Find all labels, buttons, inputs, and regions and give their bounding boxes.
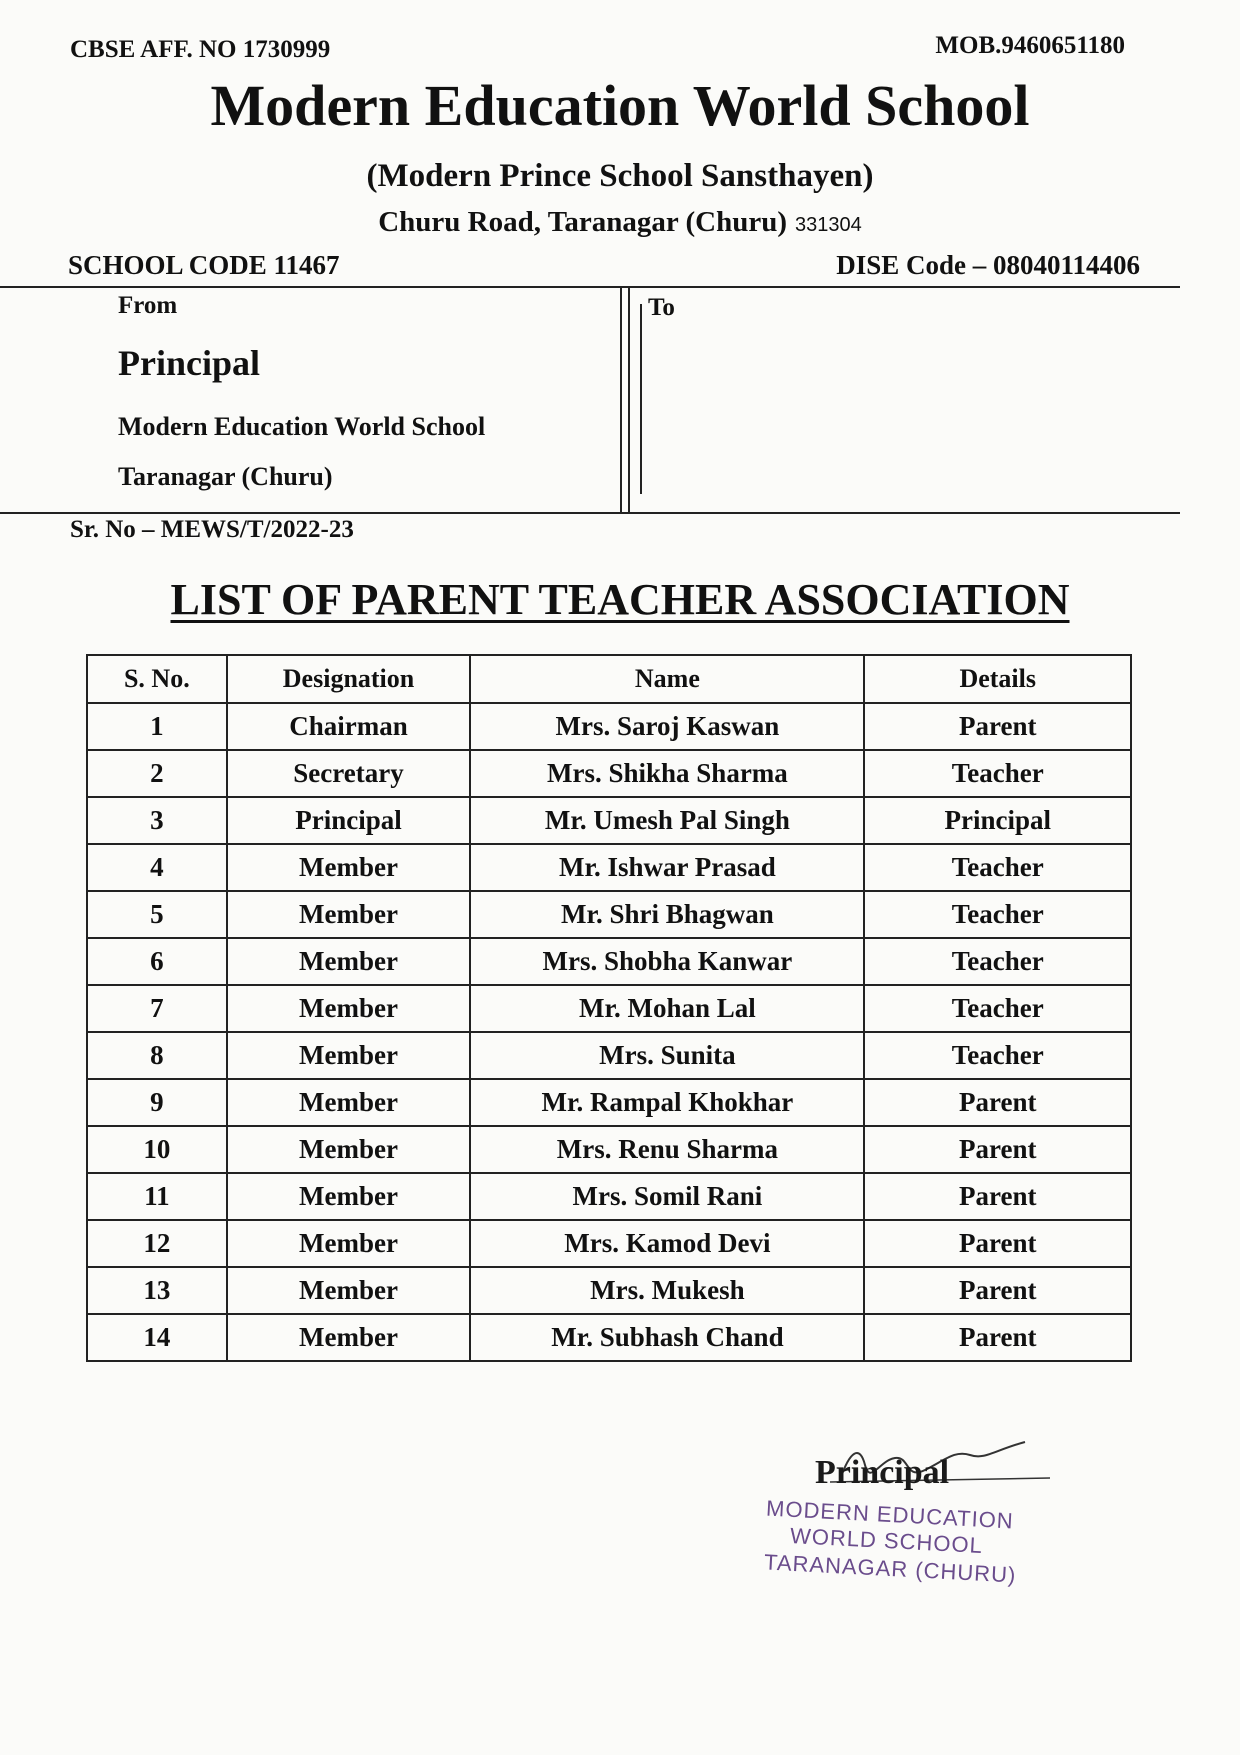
school-address: [0, 206, 1240, 239]
cell-sno: 6: [87, 938, 227, 985]
cell-name: Mrs. Saroj Kaswan: [470, 703, 864, 750]
cell-sno: 12: [87, 1220, 227, 1267]
cell-details: Parent: [864, 1173, 1131, 1220]
table-row: [87, 1079, 1131, 1126]
cell-details: Teacher: [864, 750, 1131, 797]
cell-designation: Principal: [227, 797, 471, 844]
table-header-row: [87, 655, 1131, 703]
cell-name: Mrs. Shobha Kanwar: [470, 938, 864, 985]
cell-details: Parent: [864, 1314, 1131, 1361]
cell-details: Parent: [864, 1126, 1131, 1173]
cell-details: Parent: [864, 1267, 1131, 1314]
cell-designation: Member: [227, 891, 471, 938]
mobile-number: MOB.9460651180: [935, 32, 1125, 59]
cell-name: Mrs. Shikha Sharma: [470, 750, 864, 797]
header-designation: Designation: [227, 655, 471, 703]
header-name: Name: [470, 655, 864, 703]
pta-table: [86, 654, 1132, 1362]
cell-details: Teacher: [864, 891, 1131, 938]
table-row: [87, 750, 1131, 797]
cell-details: Parent: [864, 703, 1131, 750]
stamp-line1: MODERN EDUCATION: [765, 1495, 1015, 1534]
table-row: [87, 797, 1131, 844]
cell-designation: Member: [227, 985, 471, 1032]
to-label: To: [648, 294, 675, 321]
cell-designation: Member: [227, 1173, 471, 1220]
cell-sno: 11: [87, 1173, 227, 1220]
principal-stamp: [760, 1420, 1060, 1588]
school-code: SCHOOL CODE 11467: [68, 250, 340, 280]
cell-details: Parent: [864, 1220, 1131, 1267]
table-row: [87, 891, 1131, 938]
table-row: [87, 985, 1131, 1032]
cell-sno: 5: [87, 891, 227, 938]
cell-name: Mrs. Kamod Devi: [470, 1220, 864, 1267]
cell-name: Mr. Shri Bhagwan: [470, 891, 864, 938]
cell-sno: 1: [87, 703, 227, 750]
cell-details: Principal: [864, 797, 1131, 844]
cell-name: Mrs. Mukesh: [470, 1267, 864, 1314]
cell-sno: 8: [87, 1032, 227, 1079]
document-title: LIST OF PARENT TEACHER ASSOCIATION: [170, 575, 1070, 624]
cell-designation: Member: [227, 1126, 471, 1173]
cell-details: Teacher: [864, 844, 1131, 891]
cell-sno: 10: [87, 1126, 227, 1173]
cell-name: Mr. Subhash Chand: [470, 1314, 864, 1361]
stamp-line2: WORLD SCHOOL: [789, 1522, 984, 1559]
table-row: [87, 938, 1131, 985]
cell-designation: Member: [227, 1267, 471, 1314]
cell-designation: Member: [227, 1314, 471, 1361]
cell-designation: Member: [227, 844, 471, 891]
table-row: [87, 1220, 1131, 1267]
from-label: From: [118, 292, 178, 319]
cell-sno: 9: [87, 1079, 227, 1126]
cell-details: Parent: [864, 1079, 1131, 1126]
cell-designation: Member: [227, 1220, 471, 1267]
table-row: [87, 1267, 1131, 1314]
cell-name: Mrs. Renu Sharma: [470, 1126, 864, 1173]
cell-designation: Member: [227, 1032, 471, 1079]
cell-details: Teacher: [864, 938, 1131, 985]
cell-name: Mrs. Sunita: [470, 1032, 864, 1079]
divider-top: [0, 286, 1180, 288]
cell-name: Mr. Mohan Lal: [470, 985, 864, 1032]
serial-number: Sr. No – MEWS/T/2022-23: [70, 516, 354, 543]
cbse-affiliation: CBSE AFF. NO 1730999: [70, 36, 331, 63]
table-row: [87, 1173, 1131, 1220]
cell-details: Teacher: [864, 985, 1131, 1032]
cell-sno: 2: [87, 750, 227, 797]
cell-name: Mr. Ishwar Prasad: [470, 844, 864, 891]
from-place: Taranagar (Churu): [118, 462, 333, 491]
table-row: [87, 703, 1131, 750]
cell-sno: 13: [87, 1267, 227, 1314]
cell-designation: Chairman: [227, 703, 471, 750]
cell-sno: 4: [87, 844, 227, 891]
table-row: [87, 1314, 1131, 1361]
header-details: Details: [864, 655, 1131, 703]
divider-bottom: [0, 512, 1180, 514]
cell-name: Mrs. Somil Rani: [470, 1173, 864, 1220]
stamp-title: Principal: [815, 1454, 950, 1491]
address-text: Churu Road, Taranagar (Churu): [378, 206, 788, 238]
dise-code: DISE Code – 08040114406: [836, 250, 1140, 280]
school-name: Modern Education World School: [210, 73, 1030, 138]
column-divider: [620, 288, 622, 512]
cell-designation: Member: [227, 938, 471, 985]
sanstha-name: (Modern Prince School Sansthayen): [366, 158, 874, 194]
stamp-line3: TARANAGAR (CHURU): [763, 1549, 1017, 1588]
cell-designation: Secretary: [227, 750, 471, 797]
header-sno: S. No.: [87, 655, 227, 703]
from-title: Principal: [118, 343, 260, 383]
cell-sno: 7: [87, 985, 227, 1032]
column-divider: [628, 288, 630, 512]
cell-details: Teacher: [864, 1032, 1131, 1079]
cell-name: Mr. Umesh Pal Singh: [470, 797, 864, 844]
table-row: [87, 844, 1131, 891]
table-row: [87, 1126, 1131, 1173]
pincode: 331304: [795, 214, 862, 236]
from-school: Modern Education World School: [118, 412, 486, 441]
table-body: [87, 703, 1131, 1361]
column-divider: [640, 304, 642, 494]
cell-sno: 3: [87, 797, 227, 844]
cell-sno: 14: [87, 1314, 227, 1361]
table-row: [87, 1032, 1131, 1079]
cell-designation: Member: [227, 1079, 471, 1126]
cell-name: Mr. Rampal Khokhar: [470, 1079, 864, 1126]
